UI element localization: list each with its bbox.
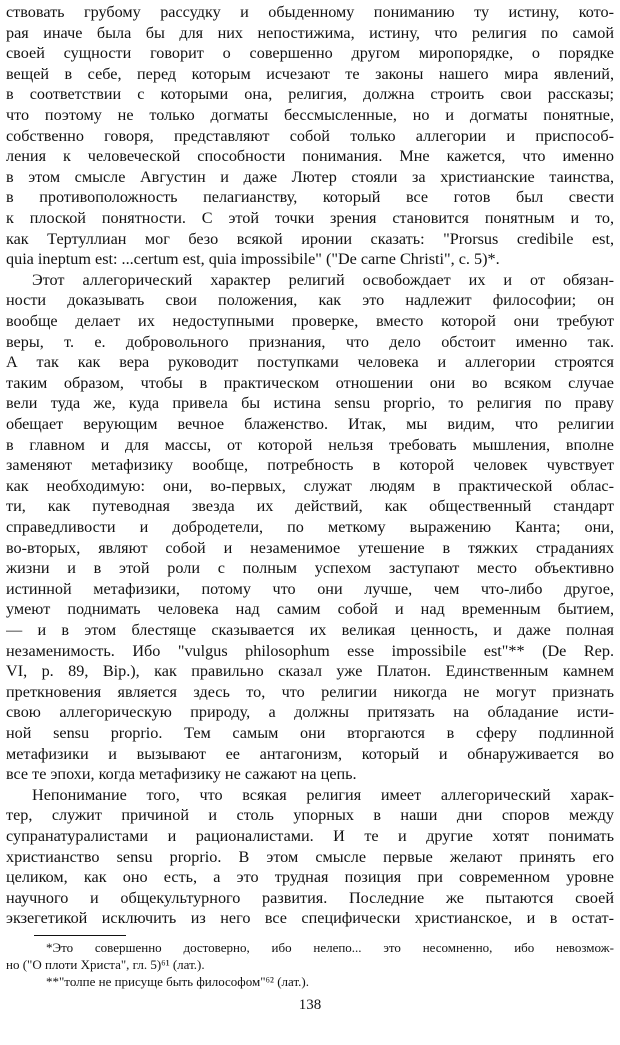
text-line: ствовать грубому рассудку и обыденному пониманию ту истину, кото- bbox=[6, 3, 614, 21]
text-line: супранатуралистами и рационалистами. И те и другие хотят понимать bbox=[6, 827, 614, 845]
text-line: все те эпохи, когда метафизику не сажают на цепь. bbox=[6, 765, 357, 784]
text-line: в главном и для массы, от которой нельзя требовать мышления, вполне bbox=[6, 435, 614, 454]
text-line: вели туда же, куда привела бы истина sensu proprio, то религия по праву bbox=[6, 394, 614, 413]
text-line: quia ineptum est: ...certum est, quia impossibile" ("De carne Christi", c. 5)*. bbox=[6, 250, 500, 269]
text-line: справедливости и добродетели, по меткому выражению Канта; они, bbox=[6, 518, 614, 536]
text-line: жизни и в этой роли с полным успехом заступают место объективно bbox=[6, 559, 614, 578]
text-line: тер, служит причиной и столь упорных в наши дни споров между bbox=[6, 806, 614, 825]
text-line: в соответствии с которыми она, религия, должна строить свои рассказы; bbox=[6, 85, 614, 104]
text-line: вообще делает их недоступными проверке, вместо которой они требуют bbox=[6, 312, 614, 330]
text-line: вещей в себе, перед которым исчезают те законы нашего мира явлений, bbox=[6, 64, 614, 83]
page-number: 138 bbox=[298, 997, 322, 1013]
footnote-divider bbox=[34, 935, 126, 936]
text-line: собственно говоря, представляют собой только аллегории и приспособ- bbox=[6, 126, 614, 145]
text-line: ной sensu proprio. Тем самым они вторгаются в сферу подлинной bbox=[6, 724, 614, 742]
text-line: как необходимую: они, во-первых, служат людям в практической облас- bbox=[6, 476, 614, 495]
text-line: заменяют метафизику вообще, потребность в которой человек чувствует bbox=[6, 456, 614, 475]
text-line: экзегетикой исключить из него все специфически христианское, и в остат- bbox=[6, 909, 614, 928]
text-line: ти, как путеводная звезда их действий, как общественный стандарт bbox=[6, 497, 614, 516]
text-line: научного и общекультурного развития. Последние же пытаются своей bbox=[6, 888, 614, 907]
text-line: рая иначе была бы для них непостижима, истину, что религия по самой bbox=[6, 23, 614, 42]
text-line: к плоской понятности. С этой точки зрения становится понятным и то, bbox=[6, 209, 614, 227]
footnote-line: **"толпе не присуще быть философом"⁶² (лат.). bbox=[46, 974, 309, 989]
footnote-line: *Это совершенно достоверно, ибо нелепо... это несомненно, ибо невозмож- bbox=[46, 940, 614, 955]
text-line: христианство sensu proprio. В этом смысле первые желают принять его bbox=[6, 847, 614, 866]
text-line: преткновения является здесь то, что религии никогда не могут признать bbox=[6, 682, 614, 701]
text-line: целиком, как оно есть, а это трудная позиция при современном уровне bbox=[6, 868, 614, 887]
text-line: как Тертуллиан мог безо всякой иронии сказать: "Prorsus credibile est, bbox=[6, 229, 614, 248]
text-line: Непонимание того, что всякая религия имеет аллегорический харак- bbox=[32, 785, 614, 804]
text-line: Этот аллегорический характер религий освобождает их и от обязан- bbox=[32, 270, 614, 289]
text-line: таким образом, чтобы в практическом отношении они во всяком случае bbox=[6, 373, 614, 392]
footnote-line: но ("О плоти Христа", гл. 5)⁶¹ (лат.). bbox=[6, 957, 205, 972]
text-line: — и в этом блестяще сказывается их великая ценность, и даже полная bbox=[6, 621, 614, 639]
text-line: обещает верующим вечное блаженство. Итак, мы видим, что религии bbox=[6, 415, 614, 433]
text-line: веры, т. е. добровольного признания, что дело обстоит именно так. bbox=[6, 332, 614, 351]
text-line: истинной метафизики, потому что они лучше, чем что-либо другое, bbox=[6, 579, 614, 598]
text-line: ности доказывать свои положения, как это надлежит философии; он bbox=[6, 291, 614, 310]
text-line: VI, p. 89, Bip.), как правильно сказал уже Платон. Единственным камнем bbox=[6, 662, 614, 681]
text-line: умеют поднимать человека над самим собой и над временным бытием, bbox=[6, 600, 614, 619]
text-line: во-вторых, являют собой и незаменимое утешение в тяжких страданиях bbox=[6, 538, 614, 557]
text-line: в противоположность пелагианству, который все готов был свести bbox=[6, 188, 614, 207]
text-line: незаменимость. Ибо "vulgus philosophum esse impossibile est"** (De Rep. bbox=[6, 641, 614, 660]
text-line: А так как вера руководит поступками человека и аллегории строятся bbox=[6, 353, 614, 372]
text-line: свою аллегорическую природу, а должны притязать на обладание исти- bbox=[6, 703, 614, 722]
text-line: своей сущности говорит о совершенно другом миропорядке, о порядке bbox=[6, 44, 614, 63]
text-line: что поэтому не только догматы бессмысленные, но и догматы понятные, bbox=[6, 106, 614, 124]
text-line: ления к человеческой способности понимания. Мне кажется, что именно bbox=[6, 147, 614, 166]
text-line: в этом смысле Августин и даже Лютер стояли за христианские таинства, bbox=[6, 167, 614, 186]
text-line: метафизики и вызывают ее антагонизм, который и обнаруживается во bbox=[6, 744, 614, 763]
